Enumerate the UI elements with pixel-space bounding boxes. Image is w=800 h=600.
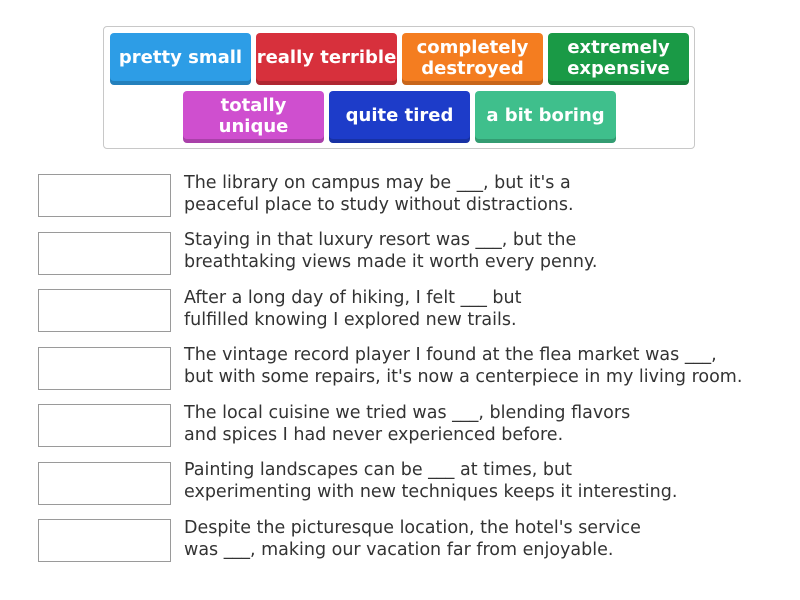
question-text-7: Despite the picturesque location, the hotel's service was ___, making our vacation far from enjoyable. bbox=[184, 518, 641, 560]
word-tile-completely-destroyed[interactable] bbox=[402, 33, 543, 85]
question-text-2: Staying in that luxury resort was ___, but the breathtaking views made it worth every penny. bbox=[184, 230, 598, 272]
question-text-4: The vintage record player I found at the flea market was ___, but with some repairs, it's now a centerpiece in my living room. bbox=[184, 345, 743, 387]
word-tile-label: extremely expensive bbox=[567, 36, 670, 79]
word-tile-really-terrible[interactable] bbox=[256, 33, 397, 85]
answer-drop-box-2[interactable] bbox=[38, 232, 171, 275]
word-bank bbox=[103, 26, 695, 149]
word-tile-quite-tired[interactable] bbox=[329, 91, 470, 143]
answer-drop-box-7[interactable] bbox=[38, 519, 171, 562]
answer-drop-box-1[interactable] bbox=[38, 174, 171, 217]
answer-drop-box-5[interactable] bbox=[38, 404, 171, 447]
word-tile-a-bit-boring[interactable] bbox=[475, 91, 616, 143]
word-tile-label: pretty small bbox=[118, 47, 243, 68]
word-tile-label: really terrible bbox=[256, 47, 397, 68]
word-tile-totally-unique[interactable] bbox=[183, 91, 324, 143]
word-tile-label: quite tired bbox=[345, 105, 454, 126]
word-tile-pretty-small[interactable] bbox=[110, 33, 251, 85]
question-text-5: The local cuisine we tried was ___, blending flavors and spices I had never experienced before. bbox=[184, 403, 631, 445]
word-tile-label: completely destroyed bbox=[416, 36, 529, 79]
answer-drop-box-4[interactable] bbox=[38, 347, 171, 390]
answer-drop-box-3[interactable] bbox=[38, 289, 171, 332]
word-tile-extremely-expensive[interactable] bbox=[548, 33, 689, 85]
question-text-3: After a long day of hiking, I felt ___ but fulfilled knowing I explored new trails. bbox=[184, 288, 522, 330]
word-tile-label: a bit boring bbox=[486, 105, 605, 126]
word-tile-label: totally unique bbox=[218, 94, 289, 137]
question-text-1: The library on campus may be ___, but it's a peaceful place to study without distractions. bbox=[184, 173, 574, 215]
question-text-6: Painting landscapes can be ___ at times, but experimenting with new techniques keeps it interesting. bbox=[184, 460, 678, 502]
answer-drop-box-6[interactable] bbox=[38, 462, 171, 505]
